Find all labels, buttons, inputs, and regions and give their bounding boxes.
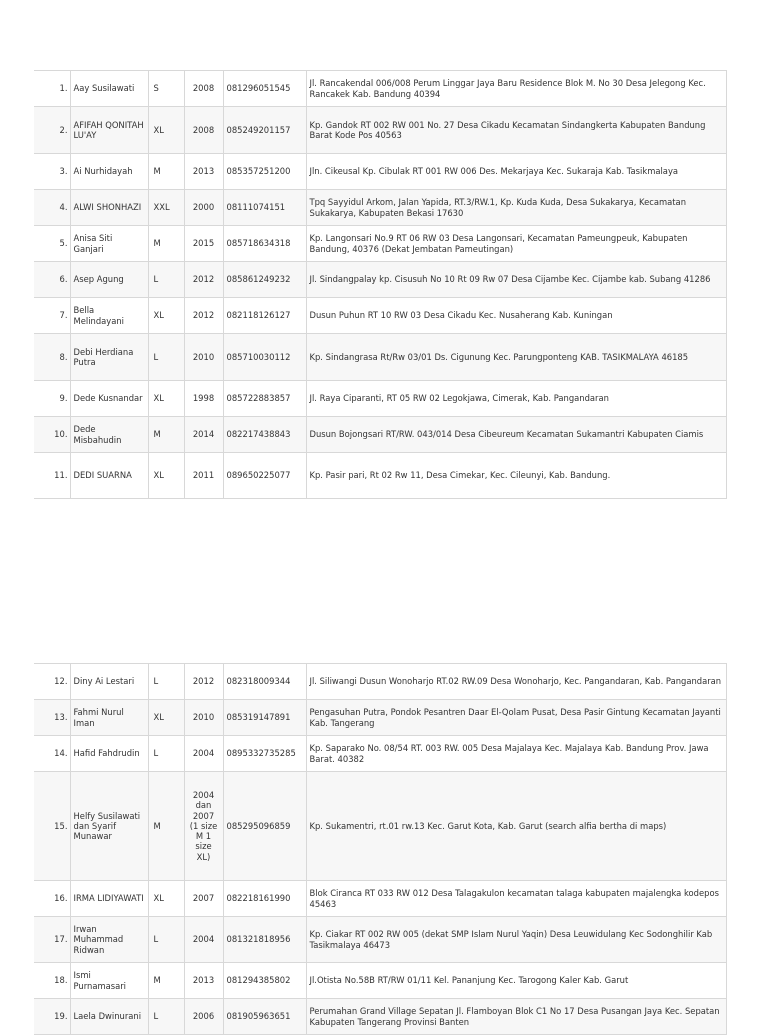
address: Tpq Sayyidul Arkom, Jalan Yapida, RT.3/RW.1, Kp. Kuda Kuda, Desa Sukakarya, Kecamatan Sukakarya, Kabupaten Bekasi 17630 [306, 190, 727, 226]
phone-number: 085710030112 [223, 334, 306, 381]
table-row [34, 334, 727, 381]
recipient-name: Debi Herdiana Putra [70, 334, 148, 381]
shirt-size: XL [148, 298, 184, 334]
shirt-size: M [148, 417, 184, 453]
year: 2011 [184, 453, 223, 499]
table-row [34, 226, 727, 262]
year: 2012 [184, 664, 223, 700]
year: 2006 [184, 999, 223, 1035]
year: 2004 dan 2007 (1 size M 1 size XL) [184, 772, 223, 881]
shirt-size: M [148, 226, 184, 262]
year: 2013 [184, 154, 223, 190]
address: Dusun Puhun RT 10 RW 03 Desa Cikadu Kec. Nusaherang Kab. Kuningan [306, 298, 727, 334]
phone-number: 082118126127 [223, 298, 306, 334]
shirt-size: L [148, 262, 184, 298]
address: Pengasuhan Putra, Pondok Pesantren Daar El-Qolam Pusat, Desa Pasir Gintung Kecamatan Jayanti Kab. Tangerang [306, 700, 727, 736]
address: Jl.Otista No.58B RT/RW 01/11 Kel. Pananjung Kec. Tarogong Kaler Kab. Garut [306, 963, 727, 999]
row-number: 17. [34, 917, 70, 963]
recipient-name: Dede Misbahudin [70, 417, 148, 453]
phone-number: 082318009344 [223, 664, 306, 700]
phone-number: 085718634318 [223, 226, 306, 262]
row-number: 15. [34, 772, 70, 881]
recipient-name: Asep Agung [70, 262, 148, 298]
phone-number: 085357251200 [223, 154, 306, 190]
year: 2010 [184, 700, 223, 736]
shirt-size: XL [148, 107, 184, 154]
address: Jl. Rancakendal 006/008 Perum Linggar Jaya Baru Residence Blok M. No 30 Desa Jelegong Kec. Rancakek Kab. Bandung 40394 [306, 71, 727, 107]
address: Kp. Sindangrasa Rt/Rw 03/01 Ds. Cigunung Kec. Parungponteng KAB. TASIKMALAYA 46185 [306, 334, 727, 381]
table-row [34, 881, 727, 917]
phone-number: 08111074151 [223, 190, 306, 226]
address: Jln. Cikeusal Kp. Cibulak RT 001 RW 006 Des. Mekarjaya Kec. Sukaraja Kab. Tasikmalaya [306, 154, 727, 190]
recipient-name: AFIFAH QONITAH LU'AY [70, 107, 148, 154]
address: Kp. Saparako No. 08/54 RT. 003 RW. 005 Desa Majalaya Kec. Majalaya Kab. Bandung Prov. Jawa Barat. 40382 [306, 736, 727, 772]
recipient-name: Aay Susilawati [70, 71, 148, 107]
year: 2013 [184, 963, 223, 999]
recipient-name: Irwan Muhammad Ridwan [70, 917, 148, 963]
row-number: 19. [34, 999, 70, 1035]
address: Jl. Sindangpalay kp. Cisusuh No 10 Rt 09 Rw 07 Desa Cijambe Kec. Cijambe kab. Subang 41286 [306, 262, 727, 298]
row-number: 10. [34, 417, 70, 453]
year: 2015 [184, 226, 223, 262]
shirt-size: XXL [148, 190, 184, 226]
recipient-name: IRMA LIDIYAWATI [70, 881, 148, 917]
shirt-size: M [148, 154, 184, 190]
phone-number: 089650225077 [223, 453, 306, 499]
recipient-name: Anisa Siti Ganjari [70, 226, 148, 262]
shirt-size: M [148, 963, 184, 999]
shirt-size: L [148, 917, 184, 963]
table-row [34, 381, 727, 417]
phone-number: 081905963651 [223, 999, 306, 1035]
table-row [34, 71, 727, 107]
table-row [34, 262, 727, 298]
address: Perumahan Grand Village Sepatan Jl. Flamboyan Blok C1 No 17 Desa Pusangan Jaya Kec. Sepatan Kabupaten Tangerang Provinsi Banten [306, 999, 727, 1035]
row-number: 13. [34, 700, 70, 736]
row-number: 7. [34, 298, 70, 334]
table-row [34, 772, 727, 881]
recipient-table-1 [34, 70, 727, 499]
phone-number: 085295096859 [223, 772, 306, 881]
shirt-size: L [148, 334, 184, 381]
year: 2000 [184, 190, 223, 226]
address: Blok Ciranca RT 033 RW 012 Desa Talagakulon kecamatan talaga kabupaten majalengka kodepos 45463 [306, 881, 727, 917]
row-number: 4. [34, 190, 70, 226]
table-row [34, 298, 727, 334]
phone-number: 0895332735285 [223, 736, 306, 772]
phone-number: 085861249232 [223, 262, 306, 298]
shirt-size: M [148, 772, 184, 881]
recipient-name: ALWI SHONHAZI [70, 190, 148, 226]
address: Jl. Raya Ciparanti, RT 05 RW 02 Legokjawa, Cimerak, Kab. Pangandaran [306, 381, 727, 417]
address: Dusun Bojongsari RT/RW. 043/014 Desa Cibeureum Kecamatan Sukamantri Kabupaten Ciamis [306, 417, 727, 453]
shirt-size: L [148, 736, 184, 772]
shirt-size: XL [148, 700, 184, 736]
row-number: 9. [34, 381, 70, 417]
shirt-size: XL [148, 453, 184, 499]
row-number: 2. [34, 107, 70, 154]
year: 2004 [184, 736, 223, 772]
year: 2010 [184, 334, 223, 381]
year: 2008 [184, 107, 223, 154]
address: Kp. Langonsari No.9 RT 06 RW 03 Desa Langonsari, Kecamatan Pameungpeuk, Kabupaten Bandung, 40376 (Dekat Jembatan Pameutingan) [306, 226, 727, 262]
table-row [34, 736, 727, 772]
year: 1998 [184, 381, 223, 417]
shirt-size: L [148, 664, 184, 700]
phone-number: 081296051545 [223, 71, 306, 107]
row-number: 12. [34, 664, 70, 700]
phone-number: 085722883857 [223, 381, 306, 417]
year: 2004 [184, 917, 223, 963]
year: 2012 [184, 298, 223, 334]
table-row [34, 107, 727, 154]
address: Kp. Sukamentri, rt.01 rw.13 Kec. Garut Kota, Kab. Garut (search alfia bertha di maps) [306, 772, 727, 881]
year: 2012 [184, 262, 223, 298]
phone-number: 085249201157 [223, 107, 306, 154]
address: Kp. Ciakar RT 002 RW 005 (dekat SMP Islam Nurul Yaqin) Desa Leuwidulang Kec Sodonghilir Kab Tasikmalaya 46473 [306, 917, 727, 963]
row-number: 1. [34, 71, 70, 107]
table-row [34, 999, 727, 1035]
phone-number: 081321818956 [223, 917, 306, 963]
recipient-name: Laela Dwinurani [70, 999, 148, 1035]
phone-number: 082218161990 [223, 881, 306, 917]
address: Jl. Siliwangi Dusun Wonoharjo RT.02 RW.09 Desa Wonoharjo, Kec. Pangandaran, Kab. Pangandaran [306, 664, 727, 700]
recipient-table-2 [34, 663, 727, 1035]
recipient-name: Dede Kusnandar [70, 381, 148, 417]
shirt-size: L [148, 999, 184, 1035]
table-row [34, 453, 727, 499]
table-row [34, 917, 727, 963]
recipient-name: Fahmi Nurul Iman [70, 700, 148, 736]
shirt-size: XL [148, 381, 184, 417]
table-row [34, 963, 727, 999]
year: 2008 [184, 71, 223, 107]
year: 2014 [184, 417, 223, 453]
recipient-name: Diny Ai Lestari [70, 664, 148, 700]
row-number: 8. [34, 334, 70, 381]
table-row [34, 154, 727, 190]
row-number: 5. [34, 226, 70, 262]
row-number: 3. [34, 154, 70, 190]
table-row [34, 664, 727, 700]
address: Kp. Pasir pari, Rt 02 Rw 11, Desa Cimekar, Kec. Cileunyi, Kab. Bandung. [306, 453, 727, 499]
row-number: 11. [34, 453, 70, 499]
recipient-name: Ismi Purnamasari [70, 963, 148, 999]
phone-number: 082217438843 [223, 417, 306, 453]
recipient-name: Hafid Fahdrudin [70, 736, 148, 772]
table-row [34, 190, 727, 226]
shirt-size: XL [148, 881, 184, 917]
table-row [34, 700, 727, 736]
recipient-name: Ai Nurhidayah [70, 154, 148, 190]
row-number: 14. [34, 736, 70, 772]
table-row [34, 417, 727, 453]
phone-number: 085319147891 [223, 700, 306, 736]
recipient-name: DEDI SUARNA [70, 453, 148, 499]
shirt-size: S [148, 71, 184, 107]
year: 2007 [184, 881, 223, 917]
recipient-name: Helfy Susilawati dan Syarif Munawar [70, 772, 148, 881]
row-number: 6. [34, 262, 70, 298]
phone-number: 081294385802 [223, 963, 306, 999]
recipient-name: Bella Melindayani [70, 298, 148, 334]
address: Kp. Gandok RT 002 RW 001 No. 27 Desa Cikadu Kecamatan Sindangkerta Kabupaten Bandung Barat Kode Pos 40563 [306, 107, 727, 154]
row-number: 18. [34, 963, 70, 999]
row-number: 16. [34, 881, 70, 917]
